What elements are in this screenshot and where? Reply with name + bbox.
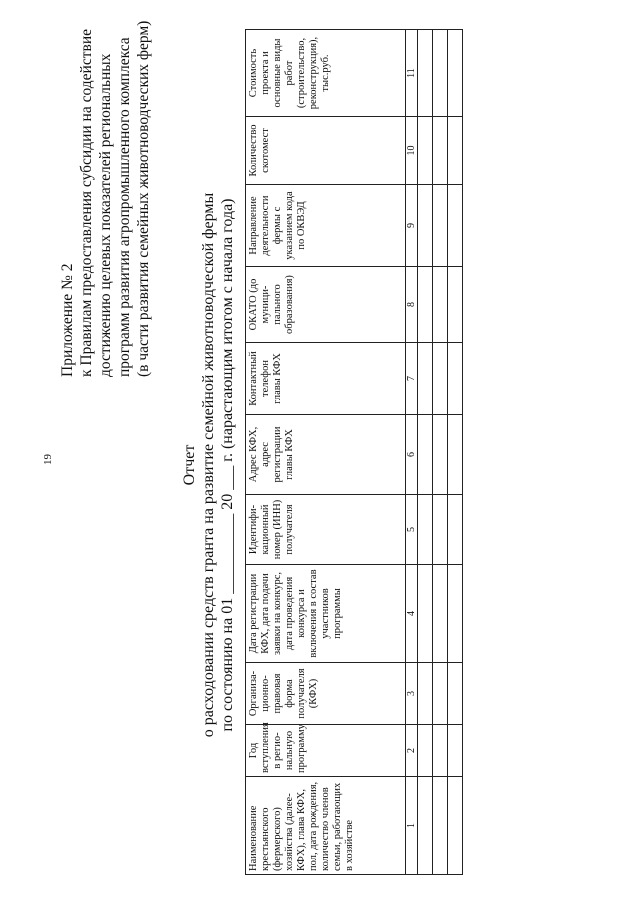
table-cell [418, 415, 433, 495]
table-cell [433, 343, 448, 415]
table-cell [418, 267, 433, 343]
column-number: 9 [406, 185, 418, 267]
column-number: 2 [406, 725, 418, 777]
table-cell [448, 725, 463, 777]
column-number: 10 [406, 117, 418, 185]
table-cell [448, 565, 463, 663]
table-cell [433, 30, 448, 117]
table-cell [433, 777, 448, 875]
table-cell [433, 725, 448, 777]
column-header: Направление деятельности фермы с указанием кода по ОКВЭД [246, 185, 406, 267]
table-cell [418, 185, 433, 267]
column-header: Стоимость проекта и основные виды работ (строительство, реконструкция), тыс.руб. [246, 30, 406, 117]
table-cell [418, 663, 433, 725]
table-cell [418, 117, 433, 185]
table-cell [418, 777, 433, 875]
table-cell [418, 343, 433, 415]
column-header: Количество скотомест [246, 117, 406, 185]
table-cell [448, 343, 463, 415]
column-header: Идентифи-кационный номер (ИНН) получателя [246, 495, 406, 565]
column-number: 5 [406, 495, 418, 565]
column-number: 4 [406, 565, 418, 663]
table-cell [448, 495, 463, 565]
table-cell [433, 185, 448, 267]
report-date-line: по состоянию на 01 __________ 20 ___ г. (нарастающим итогом с начала года) [219, 198, 236, 732]
table-cell [448, 415, 463, 495]
column-number: 1 [406, 777, 418, 875]
column-number: 3 [406, 663, 418, 725]
column-number: 7 [406, 343, 418, 415]
column-header: Адрес КФХ, адрес регистрации главы КФХ [246, 415, 406, 495]
column-number-row [406, 30, 418, 875]
table-row [418, 30, 433, 875]
report-table [245, 29, 463, 875]
table-cell [418, 725, 433, 777]
table-header-row [246, 30, 406, 875]
column-number: 8 [406, 267, 418, 343]
column-header: Дата регистрации КФХ, дата подачи заявки на конкурс, дата проведения конкурса и включения в состав участников программы [246, 565, 406, 663]
table-cell [448, 777, 463, 875]
appendix-line: программ развития агропромышленного комплекса [116, 37, 133, 377]
column-header: Организа-ционно-правовая форма получателя (КФХ) [246, 663, 406, 725]
table-row [448, 30, 463, 875]
table-cell [433, 117, 448, 185]
column-number: 6 [406, 415, 418, 495]
column-number: 11 [406, 30, 418, 117]
table-cell [448, 663, 463, 725]
appendix-line: (в части развития семейных животноводческих ферм) [135, 20, 152, 377]
appendix-line: к Правилам предоставления субсидии на содействие [78, 28, 95, 377]
report-title [180, 185, 237, 745]
column-header: Год вступления в регио-нальную программу [246, 725, 406, 777]
table-cell [433, 663, 448, 725]
report-subtitle: о расходовании средств гранта на развитие семейной животноводческой фермы [200, 192, 217, 738]
page-number: 19 [42, 454, 54, 465]
appendix-heading [58, 17, 153, 377]
table-cell [448, 30, 463, 117]
table-cell [448, 185, 463, 267]
table-cell [418, 495, 433, 565]
table-cell [418, 30, 433, 117]
column-header: ОКАТО (до муници-пального образования) [246, 267, 406, 343]
table-cell [433, 495, 448, 565]
table-cell [448, 267, 463, 343]
table-cell [418, 565, 433, 663]
table-cell [433, 415, 448, 495]
table-cell [433, 565, 448, 663]
report-title-main: Отчет [181, 444, 198, 486]
appendix-line: достижению целевых показателей региональных [97, 53, 114, 377]
table-cell [433, 267, 448, 343]
table-row [433, 30, 448, 875]
column-header: Контактный телефон главы КФХ [246, 343, 406, 415]
appendix-line: Приложение № 2 [59, 263, 76, 377]
column-header: Наименование крестьянского (фермерского) хозяйства (далее- КФХ), глава КФХ, пол, дата рождения, количество членов семьи, работающих в хозяйстве [246, 777, 406, 875]
table-cell [448, 117, 463, 185]
